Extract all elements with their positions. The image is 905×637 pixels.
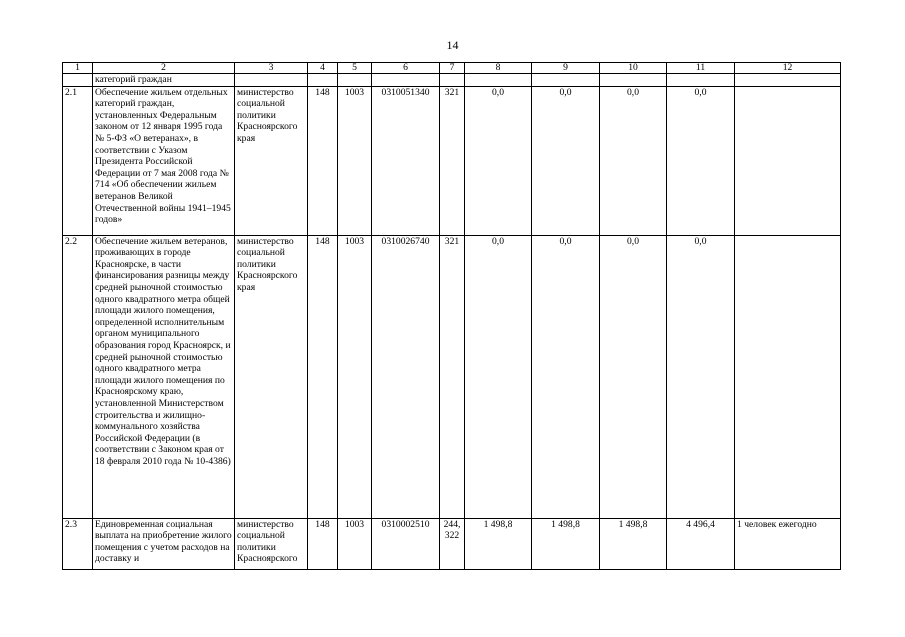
cell-grbs: 148 bbox=[308, 86, 338, 235]
cell-year-3: 0,0 bbox=[600, 86, 667, 235]
column-number: 2 bbox=[93, 63, 235, 74]
cell-year-2: 0,0 bbox=[532, 86, 600, 235]
cell-year-2 bbox=[532, 74, 600, 87]
cell-grbs: 148 bbox=[308, 235, 338, 518]
column-number: 11 bbox=[667, 63, 735, 74]
cell-result bbox=[735, 86, 841, 235]
cell-expense-type: 321 bbox=[440, 86, 465, 235]
cell-year-1: 0,0 bbox=[465, 235, 532, 518]
column-number: 6 bbox=[372, 63, 440, 74]
cell-year-2: 1 498,8 bbox=[532, 518, 600, 569]
cell-result bbox=[735, 235, 841, 518]
cell-year-3 bbox=[600, 74, 667, 87]
cell-total: 4 496,4 bbox=[667, 518, 735, 569]
cell-description: Обеспечение жильем ветеранов, проживающих в городе Красноярске, в части финансирования разницы между средней рыночной стоимостью одного квадратного метра общей площади жилого помещения, определенной исполнительным органом муниципального образования город Красноярск, и средней рыночной стоимостью одного квадратного метра площади жилого помещения по Красноярскому краю, установленной Министерством строительства и жилищно-коммунального хозяйства Российской Федерации (в соответствии с Законом края от 18 февраля 2010 года № 10-4386) bbox=[93, 235, 235, 518]
cell-target-article: 0310051340 bbox=[372, 86, 440, 235]
cell-total: 0,0 bbox=[667, 235, 735, 518]
cell-year-3: 0,0 bbox=[600, 235, 667, 518]
program-table bbox=[62, 62, 841, 570]
column-number: 8 bbox=[465, 63, 532, 74]
page-number: 14 bbox=[446, 38, 459, 52]
column-number: 5 bbox=[338, 63, 372, 74]
cell-total: 0,0 bbox=[667, 86, 735, 235]
cell-target-article: 0310026740 bbox=[372, 235, 440, 518]
cell-expense-type bbox=[440, 74, 465, 87]
continuation-row bbox=[63, 74, 841, 87]
table-row bbox=[63, 235, 841, 518]
column-number: 4 bbox=[308, 63, 338, 74]
cell-section bbox=[338, 74, 372, 87]
cell-description: Обеспечение жильем отдельных категорий граждан, установленных Федеральным законом от 12 января 1995 года № 5-ФЗ «О ветеранах», в соответствии с Указом Президента Российской Федерации от 7 мая 2008 года № 714 «Об обеспечении жильем ветеранов Великой Отечественной войны 1941–1945 годов» bbox=[93, 86, 235, 235]
cell-description: категорий граждан bbox=[93, 74, 235, 87]
cell-year-1: 1 498,8 bbox=[465, 518, 532, 569]
column-number: 12 bbox=[735, 63, 841, 74]
cell-grbs: 148 bbox=[308, 518, 338, 569]
cell-executor: министерство социальной политики Красноярского края bbox=[235, 235, 308, 518]
cell-number: 2.2 bbox=[63, 235, 93, 518]
cell-total bbox=[667, 74, 735, 87]
cell-result: 1 человек ежегодно bbox=[735, 518, 841, 569]
cell-executor: министерство социальной политики Красноярского края bbox=[235, 86, 308, 235]
cell-target-article: 0310002510 bbox=[372, 518, 440, 569]
column-number-row bbox=[63, 63, 841, 74]
table-row bbox=[63, 518, 841, 569]
cell-number bbox=[63, 74, 93, 87]
column-number: 10 bbox=[600, 63, 667, 74]
cell-year-2: 0,0 bbox=[532, 235, 600, 518]
cell-target-article bbox=[372, 74, 440, 87]
cell-grbs bbox=[308, 74, 338, 87]
column-number: 1 bbox=[63, 63, 93, 74]
table-row bbox=[63, 86, 841, 235]
cell-section: 1003 bbox=[338, 235, 372, 518]
cell-executor: министерство социальной политики Красноярского bbox=[235, 518, 308, 569]
cell-number: 2.1 bbox=[63, 86, 93, 235]
cell-expense-type: 321 bbox=[440, 235, 465, 518]
cell-result bbox=[735, 74, 841, 87]
cell-executor bbox=[235, 74, 308, 87]
column-number: 7 bbox=[440, 63, 465, 74]
cell-number: 2.3 bbox=[63, 518, 93, 569]
cell-section: 1003 bbox=[338, 518, 372, 569]
cell-expense-type: 244, 322 bbox=[440, 518, 465, 569]
cell-year-1 bbox=[465, 74, 532, 87]
cell-year-3: 1 498,8 bbox=[600, 518, 667, 569]
cell-section: 1003 bbox=[338, 86, 372, 235]
column-number: 9 bbox=[532, 63, 600, 74]
column-number: 3 bbox=[235, 63, 308, 74]
cell-description: Единовременная социальная выплата на приобретение жилого помещения с учетом расходов на доставку и bbox=[93, 518, 235, 569]
cell-year-1: 0,0 bbox=[465, 86, 532, 235]
